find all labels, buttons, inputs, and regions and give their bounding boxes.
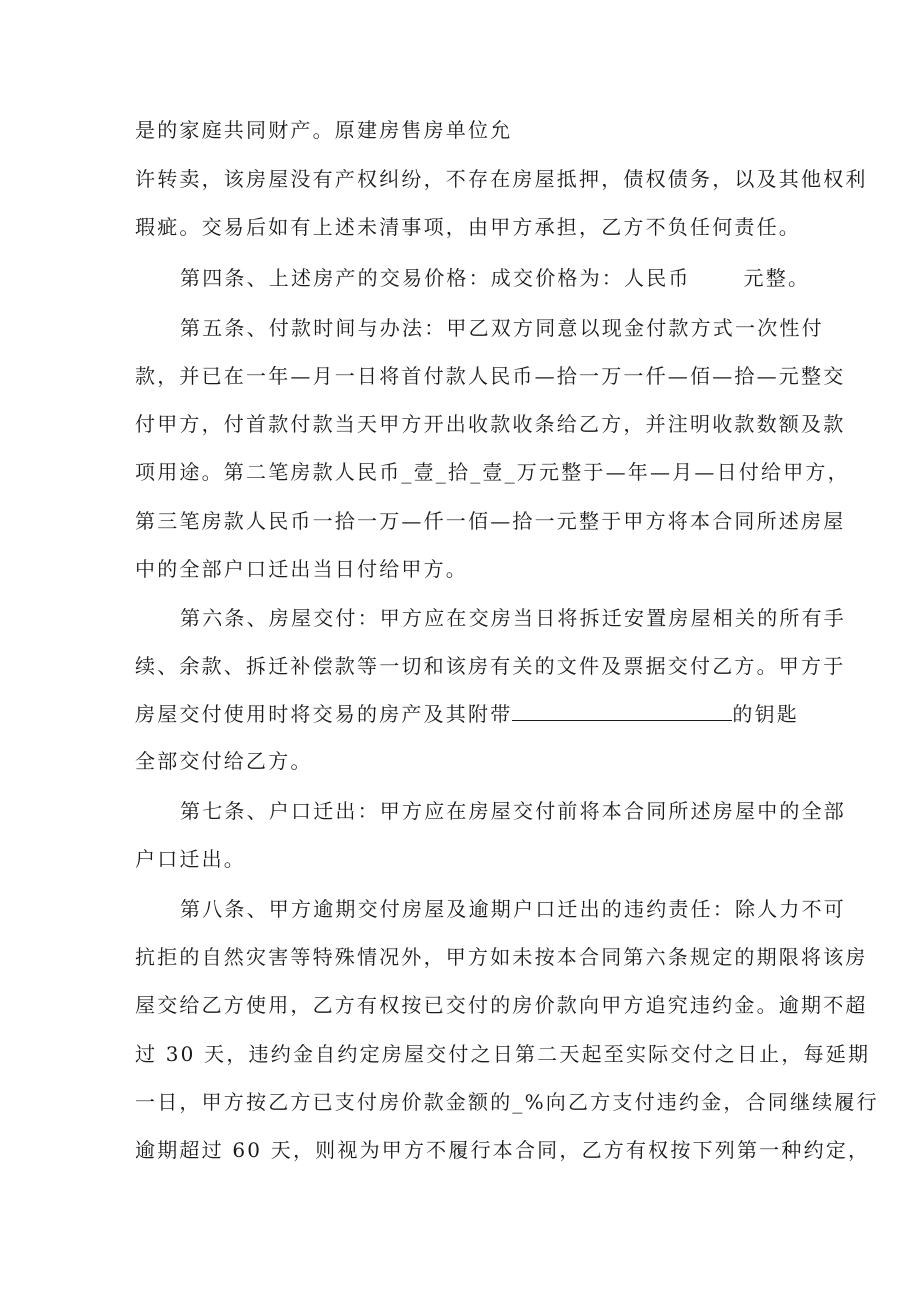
fill-in-blank (512, 702, 732, 721)
key-line-after: 的钥匙 (732, 702, 800, 726)
paragraph-line: 款，并已在一年—月一日将首付款人民币—拾一万一仟—佰—拾—元整交 (135, 364, 846, 388)
paragraph-line: 抗拒的自然灾害等特殊情况外，甲方如未按本合同第六条规定的期限将该房 (135, 945, 868, 969)
paragraph-line: 屋交给乙方使用，乙方有权按已交付的房价款向甲方追究违约金。逾期不超 (135, 993, 868, 1017)
paragraph-line: 付甲方，付首款付款当天甲方开出收款收条给乙方，并注明收款数额及款 (135, 412, 846, 436)
paragraph-line: 中的全部户口迁出当日付给甲方。 (135, 557, 468, 581)
paragraph-line: 过 30 天，违约金自约定房屋交付之日第二天起至实际交付之日止，每延期 (135, 1042, 871, 1066)
paragraph-line: 项用途。第二笔房款人民币_壹_拾_壹_万元整于—年—月—日付给甲方， (135, 460, 850, 484)
paragraph-line: 全部交付给乙方。 (135, 749, 313, 773)
paragraph-line: 一日，甲方按乙方已支付房价款金额的_%向乙方支付违约金，合同继续履行 (135, 1090, 879, 1114)
paragraph-line: 许转卖，该房屋没有产权纠纷，不存在房屋抵押，债权债务，以及其他权利 (135, 167, 868, 191)
paragraph-line: 是的家庭共同财产。原建房售房单位允 (135, 118, 513, 142)
paragraph-line: 第三笔房款人民币一拾一万—仟一佰—拾一元整于甲方将本合同所述房屋 (135, 509, 846, 533)
article-4-line: 第四条、上述房产的交易价格：成交价格为：人民币 元整。 (180, 266, 811, 290)
key-handover-line (135, 702, 799, 726)
paragraph-line: 续、余款、拆迁补偿款等一切和该房有关的文件及票据交付乙方。甲方于 (135, 654, 846, 678)
paragraph-line: 逾期超过 60 天，则视为甲方不履行本合同，乙方有权按下列第一种约定， (135, 1138, 871, 1162)
key-line-before: 房屋交付使用时将交易的房产及其附带 (135, 702, 513, 726)
article-8-line: 第八条、甲方逾期交付房屋及逾期户口迁出的违约责任：除人力不可 (180, 897, 846, 921)
article-6-line: 第六条、房屋交付：甲方应在交房当日将拆迁安置房屋相关的所有手 (180, 606, 846, 630)
article-7-line: 第七条、户口迁出：甲方应在房屋交付前将本合同所述房屋中的全部 (180, 799, 846, 823)
paragraph-line: 户口迁出。 (135, 847, 246, 871)
article-5-line: 第五条、付款时间与办法：甲乙双方同意以现金付款方式一次性付 (180, 316, 824, 340)
paragraph-line: 瑕疵。交易后如有上述未清事项，由甲方承担，乙方不负任何责任。 (135, 215, 801, 239)
